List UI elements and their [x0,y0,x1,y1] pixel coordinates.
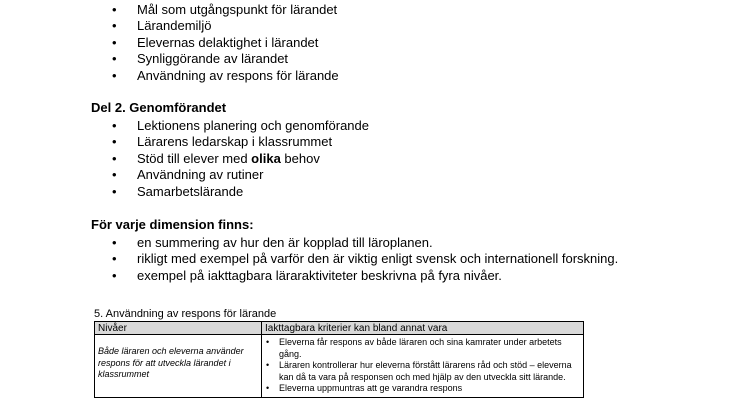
bullet-icon: • [112,67,117,83]
bullet-icon: • [266,383,270,393]
bullet-icon: • [112,118,117,133]
list-item: • rikligt med exempel på varför den är viktig enligt svensk och internationell forskning. [112,251,619,267]
bullet-icon: • [266,360,270,370]
bullet-icon: • [112,167,117,183]
header-criteria: Iakttagbara kriterier kan bland annat vara [262,322,584,335]
bullet-icon: • [112,251,117,267]
table-caption: 5. Användning av respons för lärande [94,308,277,320]
bullet-icon: • [112,235,117,250]
list-item: • Läraren kontrollerar hur eleverna förstått lärarens råd och stöd – eleverna kan då ta vara på responsen och med hjälp av den utveckla sitt lärande. [266,360,572,382]
response-criteria-table [94,321,584,398]
bullet-icon: • [112,267,117,283]
criteria-cell [262,335,584,398]
bullet-icon: • [112,2,117,17]
list-item: • Användning av respons för lärande [112,67,339,83]
list-item: • Eleverna uppmuntras att ge varandra respons [266,383,463,393]
list-item: • Eleverna får respons av både läraren och sina kamrater under arbetets gång. [266,337,562,359]
bullet-icon: • [112,150,117,166]
section-heading-dimensions: För varje dimension finns: [91,217,254,232]
list-item: • Elevernas delaktighet i lärandet [112,34,319,50]
list-item: • Stöd till elever med olika behov [112,150,320,166]
criteria-list [265,337,580,395]
header-levels: Nivåer [95,322,262,335]
emphasis-text: olika [251,150,281,166]
bullet-icon: • [112,18,117,34]
list-item: • exempel på iakttagbara läraraktiviteter beskrivna på fyra nivåer. [112,267,502,283]
table-header-row [95,322,584,335]
list-item: • Mål som utgångspunkt för lärandet [112,2,338,17]
list-item: • Lektionens planering och genomförande [112,118,370,133]
dimension-list-part2 [0,118,369,200]
list-item: • Samarbetslärande [112,183,244,199]
dimension-contents-list [0,235,618,284]
table-row [95,335,584,398]
bullet-icon: • [112,134,117,150]
list-item: • Användning av rutiner [112,167,264,183]
list-item: • Lärandemiljö [112,18,212,34]
bullet-icon: • [112,34,117,50]
bullet-icon: • [112,183,117,199]
list-item: • Lärarens ledarskap i klassrummet [112,134,333,150]
dimension-list-part1 [0,2,339,84]
bullet-icon: • [266,337,270,347]
level-description: Både läraren och eleverna använder respons för att utveckla lärandet i klassrummet [95,335,262,398]
bullet-icon: • [112,51,117,67]
section-heading-part2: Del 2. Genomförandet [91,100,227,115]
list-item: • en summering av hur den är kopplad till läroplanen. [112,235,433,250]
list-item: • Synliggörande av lärandet [112,51,289,67]
